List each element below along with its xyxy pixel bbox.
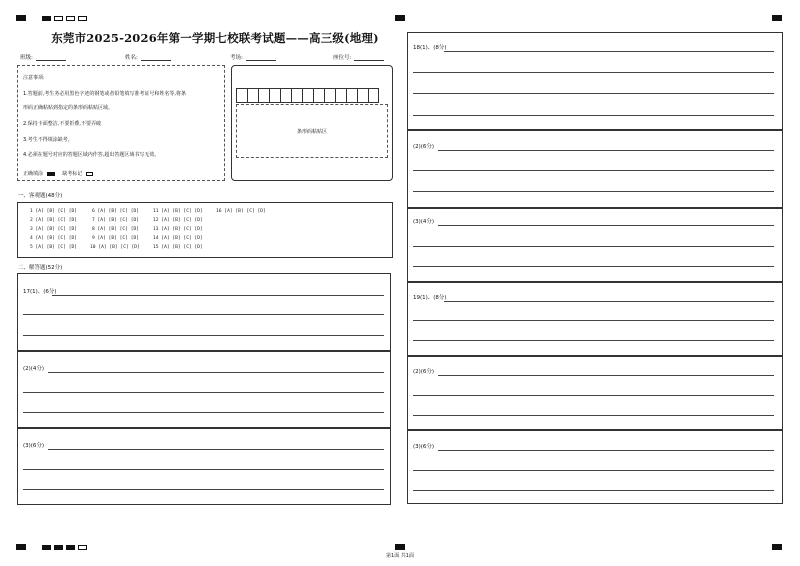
mc-question-1[interactable]: 1 [A] [B] [C] [D] bbox=[30, 209, 78, 214]
digit-cell[interactable] bbox=[313, 88, 324, 103]
mc-question-8[interactable]: 8 [A] [B] [C] [D] bbox=[92, 227, 140, 232]
question-label: (3)(6分) bbox=[23, 443, 45, 449]
seat-number-field[interactable] bbox=[333, 53, 384, 61]
position-mark-top-right bbox=[772, 15, 782, 21]
mc-question-5[interactable]: 5 [A] [B] [C] [D] bbox=[30, 245, 78, 250]
position-mark-bottom-right bbox=[772, 544, 782, 550]
question-label: 17(1)、(6分) bbox=[23, 289, 57, 295]
digit-cell[interactable] bbox=[269, 88, 280, 103]
filled-mark-icon bbox=[47, 172, 55, 176]
answer-line bbox=[413, 320, 774, 321]
timing-mark bbox=[54, 545, 63, 550]
answer-line bbox=[413, 266, 774, 267]
answer-line bbox=[52, 295, 384, 296]
position-mark-top-center bbox=[395, 15, 405, 21]
answer-box-18-1[interactable] bbox=[407, 32, 783, 130]
position-mark-bottom-center bbox=[395, 544, 405, 550]
position-mark-top-left bbox=[16, 15, 26, 21]
answer-line bbox=[23, 392, 384, 393]
mc-question-11[interactable]: 11 [A] [B] [C] [D] bbox=[153, 209, 203, 214]
answer-line bbox=[23, 489, 384, 490]
question-label: (2)(6分) bbox=[413, 369, 435, 375]
absent-mark-label: 缺考标记 bbox=[62, 171, 83, 177]
answer-line bbox=[23, 412, 384, 413]
exam-room-blank[interactable] bbox=[246, 55, 276, 61]
page-number: 第1面 共1面 bbox=[386, 553, 414, 559]
notice-heading: 注意事项: bbox=[23, 75, 45, 81]
mc-question-15[interactable]: 15 [A] [B] [C] [D] bbox=[153, 245, 203, 250]
answer-line bbox=[413, 170, 774, 171]
answer-box-19-1[interactable] bbox=[407, 282, 783, 356]
answer-line bbox=[48, 372, 384, 373]
digit-cell[interactable] bbox=[357, 88, 368, 103]
answer-line bbox=[438, 375, 774, 376]
barcode-paste-area[interactable] bbox=[236, 104, 388, 158]
answer-box-18-2[interactable] bbox=[407, 130, 783, 208]
answer-box-17-3[interactable] bbox=[17, 428, 391, 505]
mc-question-9[interactable]: 9 [A] [B] [C] [D] bbox=[92, 236, 140, 241]
digit-cell[interactable] bbox=[280, 88, 291, 103]
answer-box-17-2[interactable] bbox=[17, 351, 391, 428]
name-blank[interactable] bbox=[141, 55, 171, 61]
absent-checkbox[interactable] bbox=[86, 172, 93, 176]
mc-question-12[interactable]: 12 [A] [B] [C] [D] bbox=[153, 218, 203, 223]
answer-line bbox=[413, 490, 774, 491]
timing-mark bbox=[78, 545, 87, 550]
timing-mark bbox=[66, 16, 75, 21]
mc-question-16[interactable]: 16 [A] [B] [C] [D] bbox=[216, 209, 266, 214]
answer-line bbox=[23, 469, 384, 470]
timing-mark bbox=[42, 545, 51, 550]
digit-cell[interactable] bbox=[324, 88, 335, 103]
notice-line: 2.保持卡面整洁,不要折叠,不要弄破 bbox=[23, 121, 101, 127]
mc-question-14[interactable]: 14 [A] [B] [C] [D] bbox=[153, 236, 203, 241]
answer-line bbox=[413, 340, 774, 341]
seat-number-label: 座位号: bbox=[333, 55, 352, 61]
answer-box-18-3[interactable] bbox=[407, 208, 783, 282]
page-title: 东莞市2025-2026年第一学期七校联考试题——高三级(地理) bbox=[51, 31, 379, 45]
answer-line bbox=[438, 225, 774, 226]
question-label: (3)(4分) bbox=[413, 219, 435, 225]
class-field[interactable] bbox=[20, 53, 66, 61]
answer-line bbox=[48, 449, 384, 450]
mc-question-13[interactable]: 13 [A] [B] [C] [D] bbox=[153, 227, 203, 232]
answer-line bbox=[413, 395, 774, 396]
section-objective-title: 一、客观题(48分) bbox=[18, 193, 63, 199]
mc-question-2[interactable]: 2 [A] [B] [C] [D] bbox=[30, 218, 78, 223]
question-label: (2)(4分) bbox=[23, 366, 45, 372]
answer-line bbox=[444, 51, 774, 52]
answer-line bbox=[413, 415, 774, 416]
question-label: 19(1)、(8分) bbox=[413, 295, 447, 301]
question-label: (3)(6分) bbox=[413, 444, 435, 450]
seat-number-blank[interactable] bbox=[354, 55, 384, 61]
digit-cell[interactable] bbox=[236, 88, 247, 103]
answer-line bbox=[438, 150, 774, 151]
notice-line: 3.考生不得填涂缺考。 bbox=[23, 137, 73, 143]
answer-line bbox=[413, 470, 774, 471]
answer-box-19-2[interactable] bbox=[407, 356, 783, 430]
answer-line bbox=[444, 301, 774, 302]
timing-mark bbox=[54, 16, 63, 21]
digit-cell[interactable] bbox=[291, 88, 302, 103]
fill-legend bbox=[23, 170, 93, 177]
mc-question-7[interactable]: 7 [A] [B] [C] [D] bbox=[92, 218, 140, 223]
question-label: 18(1)、(8分) bbox=[413, 45, 447, 51]
digit-cell[interactable] bbox=[258, 88, 269, 103]
answer-line bbox=[413, 115, 774, 116]
barcode-label: 条形码粘贴区 bbox=[296, 129, 327, 135]
exam-room-label: 考场: bbox=[230, 55, 243, 61]
timing-mark bbox=[42, 16, 51, 21]
name-field[interactable] bbox=[125, 53, 171, 61]
answer-line bbox=[23, 314, 384, 315]
notice-line: 1.答题前,考生务必用黑色字迹的钢笔或者铅笔填写准考证号和姓名等,将条 bbox=[23, 91, 186, 97]
answer-line bbox=[23, 335, 384, 336]
question-label: (2)(6分) bbox=[413, 144, 435, 150]
mc-question-10[interactable]: 10 [A] [B] [C] [D] bbox=[90, 245, 140, 250]
answer-line bbox=[413, 191, 774, 192]
digit-cell[interactable] bbox=[247, 88, 258, 103]
answer-line bbox=[438, 450, 774, 451]
correct-fill-label: 正确填涂 bbox=[23, 171, 44, 177]
mc-question-6[interactable]: 6 [A] [B] [C] [D] bbox=[92, 209, 140, 214]
answer-line bbox=[413, 246, 774, 247]
notice-line: 形码正确粘贴到指定的条形码粘贴区域。 bbox=[23, 105, 114, 111]
exam-number-grid[interactable] bbox=[236, 88, 379, 103]
digit-cell[interactable] bbox=[335, 88, 346, 103]
answer-box-17-1[interactable] bbox=[17, 273, 391, 351]
answer-box-19-3[interactable] bbox=[407, 430, 783, 504]
timing-mark bbox=[66, 545, 75, 550]
digit-cell[interactable] bbox=[346, 88, 357, 103]
position-mark-bottom-left bbox=[16, 544, 26, 550]
mc-question-4[interactable]: 4 [A] [B] [C] [D] bbox=[30, 236, 78, 241]
notice-line: 4.必须在题号对应的答题区域内作答,超出答题区域书写无效。 bbox=[23, 152, 160, 158]
name-label: 姓名: bbox=[125, 55, 138, 61]
multiple-choice-box bbox=[17, 202, 393, 258]
class-label: 班级: bbox=[20, 55, 33, 61]
digit-cell[interactable] bbox=[302, 88, 313, 103]
section-subjective-title: 二、解答题(52分) bbox=[18, 265, 63, 271]
mc-question-3[interactable]: 3 [A] [B] [C] [D] bbox=[30, 227, 78, 232]
class-blank[interactable] bbox=[36, 55, 66, 61]
answer-line bbox=[413, 72, 774, 73]
answer-line bbox=[413, 93, 774, 94]
notice-box bbox=[17, 65, 225, 181]
exam-room-field[interactable] bbox=[230, 53, 276, 61]
barcode-box bbox=[231, 65, 393, 181]
timing-mark bbox=[78, 16, 87, 21]
digit-cell[interactable] bbox=[368, 88, 379, 103]
